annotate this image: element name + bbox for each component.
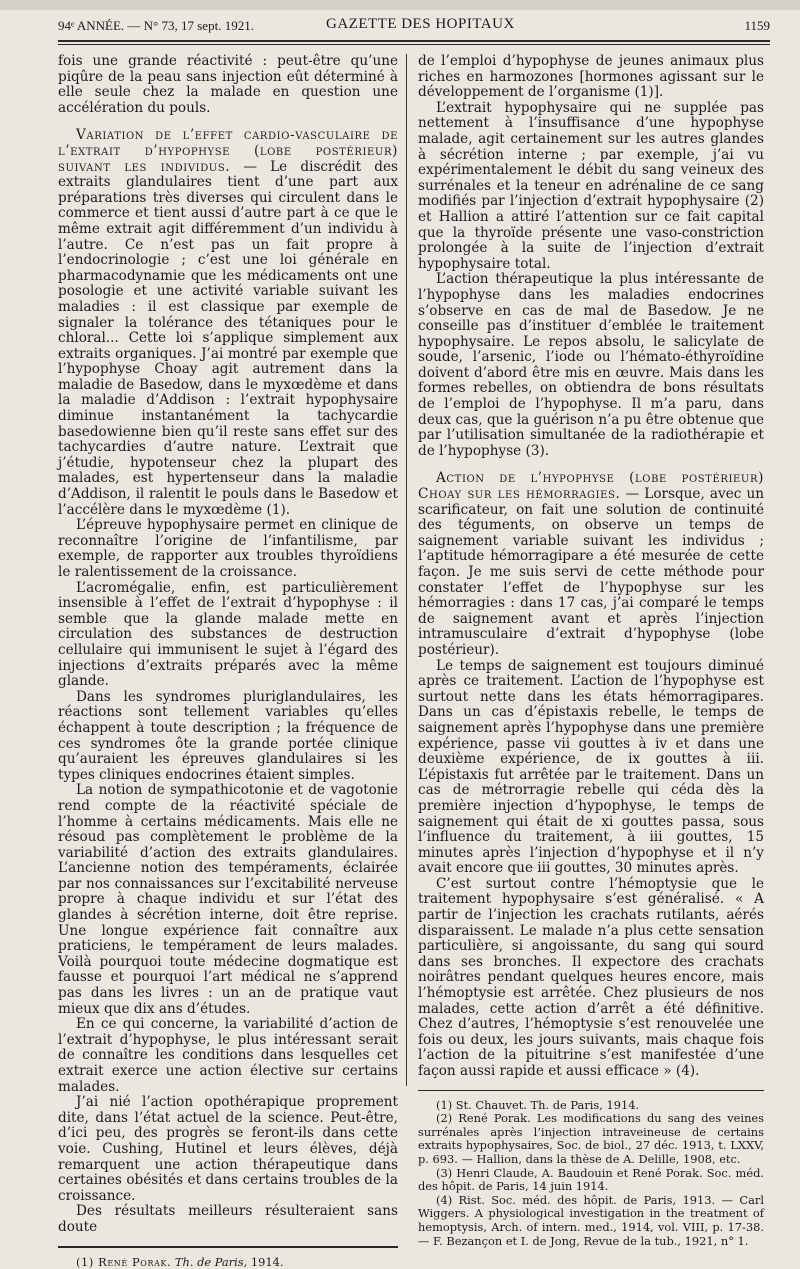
journal-title: GAZETTE DES HOPITAUX [326, 16, 515, 32]
paragraph: En ce qui concerne, la variabilité d’action de l’extrait d’hypophyse, le plus intéressant serait de connaître les conditions dans lesquelles cet extrait exerce une action élective sur certains malades. [58, 1016, 398, 1095]
footnote: (1) St. Chauvet. Th. de Paris, 1914. [436, 1097, 640, 1112]
section-paragraph [58, 128, 398, 518]
paragraph: L’épreuve hypophysaire permet en clinique de reconnaître l’origine de l’infantilisme, par exemple, de rapporter aux troubles thyroïdiens le ralentissement de la croissance. [58, 517, 398, 580]
footnote: (2) René Porak. Les modifications du sang des veines surrénales après l’injection intraveineuse de certains extraits hypophysaires, Soc. de biol., 27 déc. 1913, t. LXXV, p. 693. — Hallion, dans la thèse de A. Delille, 1908, etc. [418, 1111, 764, 1166]
footnote: (1) René Porak. Th. de Paris, 1914. [76, 1254, 284, 1269]
footnote: (3) Henri Claude, A. Baudouin et René Porak. Soc. méd. des hôpit. de Paris, 14 juin 1914. [418, 1165, 764, 1194]
paragraph: de l’emploi d’hypophyse de jeunes animaux plus riches en harmozones [hormones agissant sur le développement de l’organisme (1)]. [418, 53, 764, 101]
paragraph-text: — Le discrédit des extraits glandulaires tient d’une part aux préparations très diverses qui circulent dans le commerce et tient aussi d’autre part à ce que le même extrait agit différemment d’un individu à l’autre. Ce n’est pas un fait propre à l’endocrinologie ; c’est une loi générale en pharmacodynamie que les médicaments ont une posologie et une activité variable suivant les maladies : il est classique par exemple de signaler la tolérance des tétaniques pour le chloral... Cette loi s’applique simplement aux extraits organiques. J’ai montré par exemple que l’hypophyse Choay agit autrement dans la maladie de Basedow, dans le myxœdème et dans la maladie d’Addison : l’extrait hypophysaire diminue instantanément la tachycardie basedowienne bien qu’il reste sans effet sur des tachycardies d’autre nature. L’extrait que j’étudie, hypotenseur chez la plupart des malades, est hypertenseur dans la maladie d’Addison, il ralentit le pouls dans le Basedow et l’accélère dans le myxœdème (1). [58, 158, 398, 518]
paragraph: Dans les syndromes pluriglandulaires, les réactions sont tellement variables qu’elles échappent à toute description ; la fréquence de ces syndromes ôte la grande portée clinique qu’auraient les épreuves glandulaires si les types cliniques endocrines étaient simples. [58, 688, 398, 783]
left-column [58, 54, 398, 1269]
paragraph: J’ai nié l’action opothérapique proprement dite, dans l’état actuel de la science. Peut-être, d’ici peu, des progrès se feront-ils dans cette voie. Cushing, Hutinel et leurs élèves, déjà remarquent une action thérapeutique dans certaines obésités et dans certains troubles de la croissance. [58, 1094, 398, 1204]
paragraph: L’extrait hypophysaire qui ne supplée pas nettement à l’insuffisance d’une hypophyse malade, agit certainement sur les autres glandes à sécrétion interne ; par exemple, j’ai vu expérimentalement le débit du sang veineux des surrénales et la teneur en adrénaline de ce sang modifiés par l’injection d’extrait hypophysaire (2) et Hallion a attiré l’attention sur ce fait capital que la thyroïde présente une vaso-constriction prolongée à la suite de l’injection d’extrait hypophysaire total. [418, 99, 764, 272]
paragraph: La notion de sympathicotonie et de vagotonie rend compte de la réactivité spéciale de l’homme à certains médicaments. Mais elle ne résoud pas complètement le problème de la variabilité d’action des extraits glandulaires. L’ancienne notion des tempéraments, éclairée par nos connaissances sur l’excitabilité nerveuse propre à chaque individu et sur l’état des glandes à sécrétion interne, doit être reprise. Une longue expérience fait connaître aux praticiens, le tempérament de leurs malades. Voilà pourquoi toute médecine dogmatique est fausse et pourquoi l’art médical ne s’apprend pas dans les livres : un an de pratique vaut mieux que dix ans d’études. [58, 782, 398, 1017]
footnote-rule [58, 1246, 398, 1248]
column-divider [406, 54, 407, 1086]
paragraph: C’est surtout contre l’hémoptysie que le traitement hypophysaire s’est généralisé. « A partir de l’injection les crachats rutilants, aérés disparaissent. Le malade n’a plus cette sensation particulière, si angoissante, du sang qui sourd dans ses bronches. Il expectore des crachats noirâtres pendant quelques heures encore, mais l’hémoptysie est arrêtée. Chez plusieurs de nos malades, cette action d’arrêt a été définitive. Chez d’autres, l’hémoptysie s’est renouvelée une fois ou deux, les jours suivants, mais chaque fois l’action de la pituitrine s’est manifestée d’une façon aussi rapide et aussi efficace » (4). [418, 875, 764, 1079]
paragraph-text: — Lorsque, avec un scarificateur, on fait une solution de continuité des téguments, on observe un temps de saignement variable suivant les individus ; l’aptitude hémorragipare a été mesurée de cette façon. Je me suis servi de cette méthode pour constater l’effet de l’hypophyse sur les hémorragies : dans 17 cas, j’ai comparé le temps de saignement avant et après l’injection intramusculaire d’extrait d’hypophyse (lobe postérieur). [418, 486, 764, 658]
section-paragraph [418, 471, 764, 658]
header-rule [58, 40, 770, 42]
footnote: (4) Rist. Soc. méd. des hôpit. de Paris, 1913. — Carl Wiggers. A physiological investigation in the treatment of hemoptysis, Arch. of intern. med., 1914, vol. VIII, p. 17-38. — F. Bezançon et I. de Jong, Revue de la tub., 1921, n° 1. [418, 1192, 764, 1248]
running-header [58, 14, 770, 38]
page-number: 1159 [744, 18, 770, 33]
paragraph: Le temps de saignement est toujours diminué après ce traitement. L’action de l’hypophyse est surtout nette dans les états hémorragipares. Dans un cas d’épistaxis rebelle, le temps de saignement après l’hypophyse dans une première expérience, passe vii gouttes à iv et dans une deuxième expérience, de ix gouttes à iii. L’épistaxis fut arrêtée par le traitement. Dans un cas de métrorragie rebelle qui céda dès la première injection d’hypophyse, le temps de saignement qui était de xi gouttes passa, sous l’influence du traitement, à iii gouttes, 15 minutes après l’injection d’hypophyse et il n’y avait encore que iii gouttes, 30 minutes après. [418, 657, 764, 877]
paragraph: fois une grande réactivité : peut-être qu’une piqûre de la peau sans injection eût déterminé à elle seule chez la malade en question une accélération du pouls. [58, 53, 398, 116]
issue-info: 94ᵉ ANNÉE. — N° 73, 17 sept. 1921. [58, 18, 254, 33]
header-rule-thin [58, 44, 770, 45]
footnote-rule [418, 1090, 764, 1091]
paragraph: L’action thérapeutique la plus intéressante de l’hypophyse dans les maladies endocrines s’observe en cas de mal de Basedow. Je ne conseille pas d’instituer d’emblée le traitement hypophysaire. Le repos absolu, le salicylate de soude, l’arsenic, l’iode ou l’hémato-éthyroïdine doivent d’abord être mis en œuvre. Mais dans les formes rebelles, on obtiendra de bons résultats de l’emploi de l’hypophyse. Il m’a paru, dans deux cas, que la guérison n’a pu être obtenue que par l’utilisation simultanée de la radiothérapie et de l’hypophyse (3). [418, 271, 764, 459]
right-column [418, 54, 764, 1248]
paragraph: L’acromégalie, enfin, est particulièrement insensible à l’effet de l’extrait d’hypophyse : il semble que la glande malade mette en circulation des substances de destruction cellulaire qui immunisent le sujet à l’égard des injections d’extraits préparés avec la même glande. [58, 579, 398, 690]
paragraph: Des résultats meilleurs résulteraient sans doute [58, 1203, 398, 1235]
section-heading: Variation de l’effet cardio-vasculaire de l’extrait d’hypophyse (lobe postérieur) suivant les individus. [58, 127, 398, 175]
top-edge [0, 0, 800, 10]
section-heading: Action de l’hypophyse (lobe postérieur) Choay sur les hémorragies. [418, 470, 764, 503]
